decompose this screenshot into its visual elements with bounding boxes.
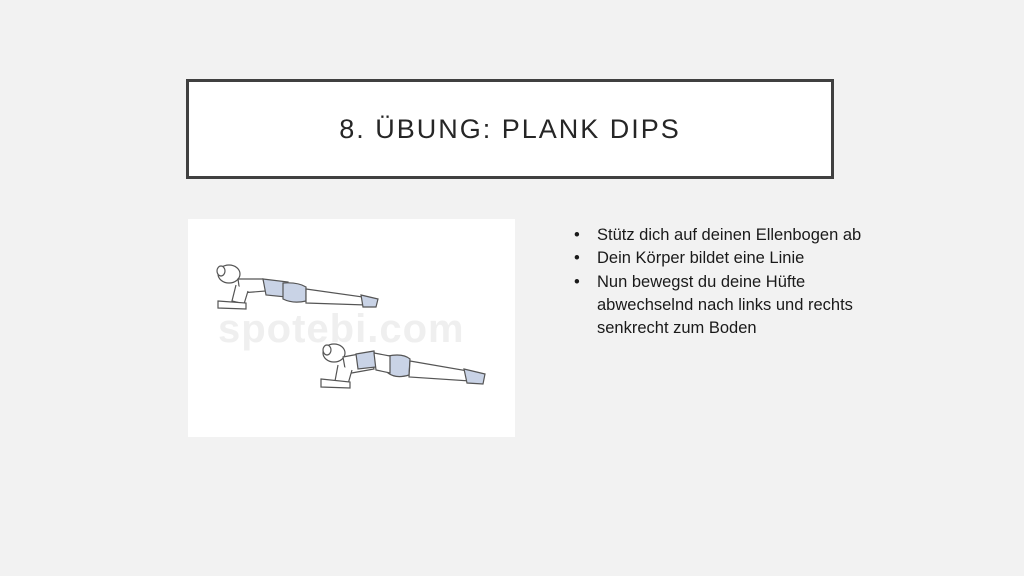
list-item: • Dein Körper bildet eine Linie — [572, 247, 892, 270]
instruction-list — [572, 224, 892, 340]
watermark-text: spotebi.com — [218, 307, 465, 351]
title-box — [186, 79, 834, 179]
exercise-image — [188, 219, 515, 437]
list-item: • Stütz dich auf deinen Ellenbogen ab — [572, 224, 892, 247]
slide-title: 8. ÜBUNG: PLANK DIPS — [339, 113, 681, 144]
list-item: • Nun bewegst du deine Hüfte abwechselnd nach links und rechts senkrecht zum Boden — [572, 271, 892, 341]
plank-figure-high — [217, 265, 378, 309]
